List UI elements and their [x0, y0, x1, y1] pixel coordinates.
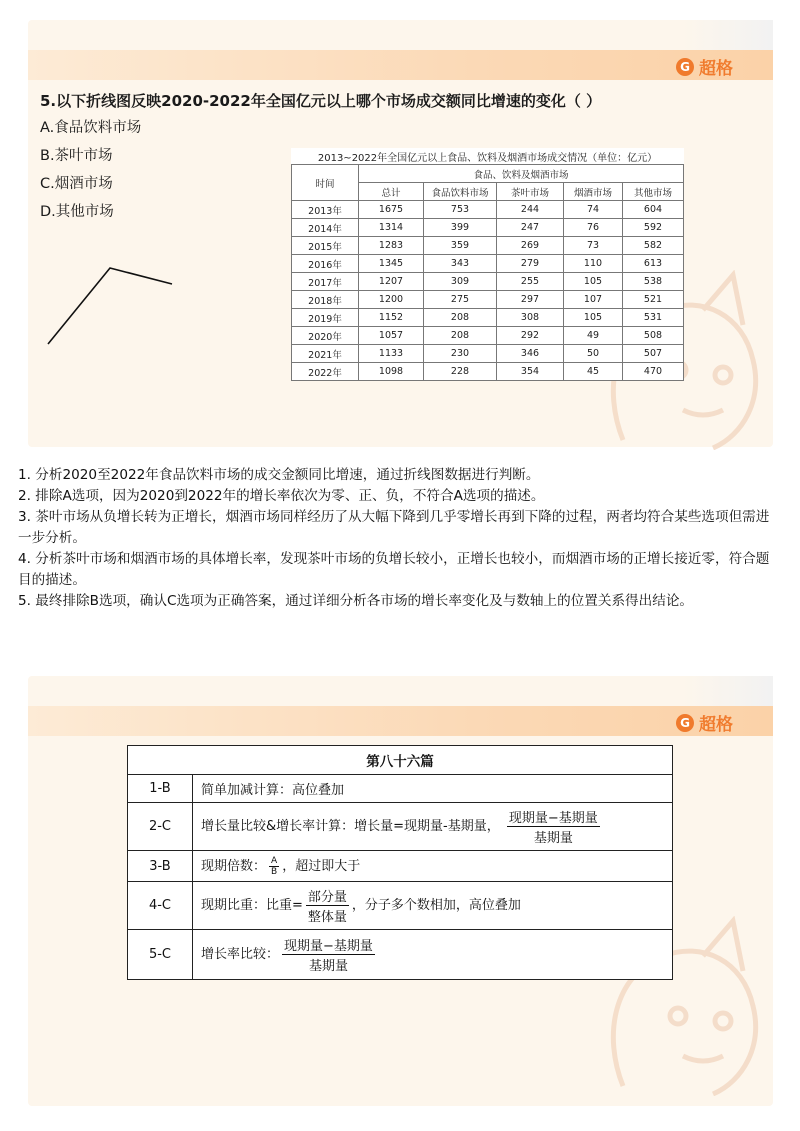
table-cell: 1057	[359, 327, 424, 345]
note-text: ，分子多个数相加，高位叠加	[351, 898, 521, 913]
table-row	[292, 309, 684, 327]
table-cell: 582	[623, 237, 684, 255]
note-text: 增长量比较&增长率计算：增长量=现期量-基期量，	[201, 819, 500, 834]
table-row	[292, 291, 684, 309]
answer-key-table	[127, 745, 673, 980]
answer-table-title: 第八十六篇	[128, 746, 673, 775]
time-header: 时间	[292, 165, 359, 201]
table-cell: 244	[497, 201, 564, 219]
table-row	[128, 775, 673, 803]
table-row	[292, 363, 684, 381]
table-row	[128, 930, 673, 980]
table-cell: 343	[424, 255, 497, 273]
table-cell: 255	[497, 273, 564, 291]
table-cell: 297	[497, 291, 564, 309]
fraction-numerator: A	[269, 856, 279, 867]
table-cell: 308	[497, 309, 564, 327]
column-header: 总计	[359, 183, 424, 201]
table-cell: 292	[497, 327, 564, 345]
table-cell: 50	[564, 345, 623, 363]
table-cell: 399	[424, 219, 497, 237]
brand-name: 超格	[699, 59, 733, 79]
table-cell: 1345	[359, 255, 424, 273]
table-cell: 1098	[359, 363, 424, 381]
table-cell: 359	[424, 237, 497, 255]
table-cell: 613	[623, 255, 684, 273]
table-cell: 107	[564, 291, 623, 309]
analysis-step: 3. 茶叶市场从负增长转为正增长，烟酒市场同样经历了从大幅下降到几乎零增长再到下降的过程，两者均符合某些选项但需进一步分析。	[18, 509, 770, 546]
table-cell: 470	[623, 363, 684, 381]
fraction-numerator: 现期量−基期量	[282, 935, 375, 955]
table-cell: 105	[564, 309, 623, 327]
table-cell: 507	[623, 345, 684, 363]
table-cell: 1133	[359, 345, 424, 363]
line-chart-sketch	[46, 264, 176, 348]
table-cell: 753	[424, 201, 497, 219]
answer-key: 3-B	[128, 851, 193, 882]
table-cell: 508	[623, 327, 684, 345]
year-cell: 2015年	[292, 237, 359, 255]
table-cell: 309	[424, 273, 497, 291]
table-row	[292, 255, 684, 273]
fraction	[507, 807, 600, 846]
table-cell: 1152	[359, 309, 424, 327]
column-header: 食品饮料市场	[424, 183, 497, 201]
fraction	[306, 886, 349, 925]
brand-logo	[676, 710, 733, 735]
page-corner	[683, 20, 773, 50]
table-cell: 269	[497, 237, 564, 255]
year-cell: 2017年	[292, 273, 359, 291]
answer-key: 1-B	[128, 775, 193, 803]
table-cell: 45	[564, 363, 623, 381]
table-cell: 354	[497, 363, 564, 381]
table-row	[292, 273, 684, 291]
fraction-numerator: 部分量	[306, 886, 349, 906]
answer-key: 5-C	[128, 930, 193, 980]
table-row	[292, 237, 684, 255]
year-cell: 2020年	[292, 327, 359, 345]
column-header: 茶叶市场	[497, 183, 564, 201]
table-cell: 279	[497, 255, 564, 273]
table-cell: 228	[424, 363, 497, 381]
year-cell: 2019年	[292, 309, 359, 327]
note-text: 现期比重：比重=	[201, 898, 303, 913]
fraction	[282, 935, 375, 974]
group-header: 食品、饮料及烟酒市场	[359, 165, 684, 183]
table-cell: 1314	[359, 219, 424, 237]
table-cell: 1207	[359, 273, 424, 291]
answer-note	[193, 930, 673, 980]
option-b[interactable]: B.茶叶市场	[40, 148, 113, 164]
answer-note	[193, 803, 673, 851]
fraction-denominator: 基期量	[308, 959, 348, 974]
table-row	[292, 219, 684, 237]
table-cell: 76	[564, 219, 623, 237]
analysis-section	[18, 465, 780, 612]
year-cell: 2018年	[292, 291, 359, 309]
table-caption: 2013~2022年全国亿元以上食品、饮料及烟酒市场成交情况（单位：亿元）	[317, 152, 658, 164]
table-row	[128, 882, 673, 930]
question-text: 5.以下折线图反映2020-2022年全国亿元以上哪个市场成交额同比增速的变化（ ）	[40, 92, 602, 110]
fraction-denominator: B	[271, 867, 278, 877]
page-corner	[683, 676, 773, 706]
table-cell: 208	[424, 309, 497, 327]
option-a[interactable]: A.食品饮料市场	[40, 120, 142, 136]
column-header: 烟酒市场	[564, 183, 623, 201]
trend-line	[48, 268, 172, 344]
answer-key: 2-C	[128, 803, 193, 851]
brand-g-icon: G	[676, 714, 694, 732]
header-bar	[28, 706, 773, 736]
table-cell: 275	[424, 291, 497, 309]
answer-note: 简单加减计算：高位叠加	[193, 775, 673, 803]
option-c[interactable]: C.烟酒市场	[40, 176, 113, 192]
table-cell: 531	[623, 309, 684, 327]
option-d[interactable]: D.其他市场	[40, 204, 114, 220]
year-cell: 2022年	[292, 363, 359, 381]
table-cell: 105	[564, 273, 623, 291]
table-cell: 73	[564, 237, 623, 255]
table-cell: 1283	[359, 237, 424, 255]
answer-key: 4-C	[128, 882, 193, 930]
table-cell: 1675	[359, 201, 424, 219]
table-cell: 592	[623, 219, 684, 237]
note-text: 现期倍数：	[201, 859, 267, 874]
fraction-denominator: 整体量	[307, 910, 347, 925]
table-cell: 110	[564, 255, 623, 273]
table-cell: 74	[564, 201, 623, 219]
column-header: 其他市场	[623, 183, 684, 201]
fraction-numerator: 现期量−基期量	[507, 807, 600, 827]
table-cell: 346	[497, 345, 564, 363]
year-cell: 2013年	[292, 201, 359, 219]
table-cell: 208	[424, 327, 497, 345]
note-text: 增长率比较：	[201, 947, 280, 962]
table-cell: 1200	[359, 291, 424, 309]
table-row	[292, 345, 684, 363]
fraction	[269, 856, 279, 877]
table-cell: 247	[497, 219, 564, 237]
header-bar	[28, 50, 773, 80]
analysis-step: 2. 排除A选项，因为2020到2022年的增长率依次为零、正、负，不符合A选项的描述。	[18, 488, 545, 504]
table-row	[292, 201, 684, 219]
analysis-step: 4. 分析茶叶市场和烟酒市场的具体增长率，发现茶叶市场的负增长较小，正增长也较小，而烟酒市场的正增长接近零，符合题目的描述。	[18, 551, 770, 588]
fraction-denominator: 基期量	[533, 831, 573, 846]
table-cell: 538	[623, 273, 684, 291]
note-text: ，超过即大于	[282, 859, 361, 874]
table-cell: 521	[623, 291, 684, 309]
answer-note	[193, 851, 673, 882]
brand-name: 超格	[699, 715, 733, 735]
table-row	[128, 803, 673, 851]
table-cell: 49	[564, 327, 623, 345]
table-cell: 230	[424, 345, 497, 363]
question-card	[28, 20, 773, 447]
analysis-step: 1. 分析2020至2022年食品饮料市场的成交金额同比增速，通过折线图数据进行判断。	[18, 467, 540, 483]
year-cell: 2016年	[292, 255, 359, 273]
year-cell: 2021年	[292, 345, 359, 363]
year-cell: 2014年	[292, 219, 359, 237]
market-data-table	[291, 148, 684, 381]
table-cell: 604	[623, 201, 684, 219]
table-row	[128, 851, 673, 882]
brand-g-icon: G	[676, 58, 694, 76]
answer-note	[193, 882, 673, 930]
analysis-step: 5. 最终排除B选项，确认C选项为正确答案，通过详细分析各市场的增长率变化及与数轴上的位置关系得出结论。	[18, 593, 694, 609]
table-row	[292, 327, 684, 345]
brand-logo	[676, 54, 733, 79]
